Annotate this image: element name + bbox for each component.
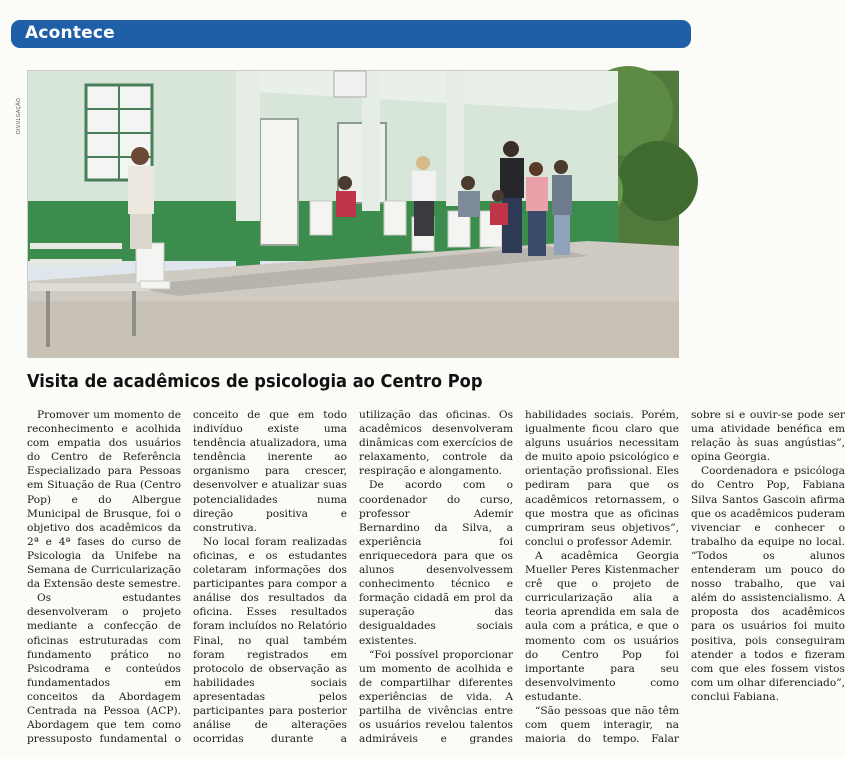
article-photo bbox=[27, 70, 678, 357]
article-paragraph: “Foi possível proporcionar um momento de acolhida e de compartilhar diferentes experiências de vida. A partilha de vivências entre os usuários revelou talentos admiráveis e grandes habilidades sociais. Porém, igualmente ficou claro que alguns usuários necessitam de muito apoio psicológico e orientação profissional. Eles pediram para que os acadêmicos retornassem, o que mostra que as oficinas cumpriram seus objetivos”, conclui o professor Ademir. bbox=[359, 409, 679, 746]
article-paragraph: Coordenadora e psicóloga do Centro Pop, Fabiana Silva Santos Gascoin afirma que os acadêmicos puderam vivenciar e conhecer o trabalho da equipe no local. “Todos os alunos entenderam um pouco do nosso trabalho, que vai além do assistencialismo. A proposta dos acadêmicos para os usuários foi muito positiva, pois conseguiram atender a todos e fizeram com que eles fossem vistos com um olhar diferenciado”, conclui Fabiana. bbox=[691, 465, 845, 703]
article-paragraph: “São pessoas que não têm com quem interagir, na maioria do tempo. Falar sobre si e ouvir-se pode ser uma atividade benéfica em relação às suas angústias”, opina Georgia. bbox=[525, 409, 845, 746]
article-paragraph: Promover um momento de reconhecimento e acolhida com empatia dos usuários do Centro de Referência Especializado para Pessoas em Situação de Rua (Centro Pop) e do Albergue Municipal de Brusque, foi o objetivo dos acadêmicos da 2ª e 4ª fases do curso de Psicologia da Unifebe na Semana de Curricularização da Extensão deste semestre. bbox=[27, 409, 181, 591]
article-paragraph: Os estudantes desenvolveram o projeto mediante a confecção de oficinas estruturadas com fundamento prático no Psicodrama e conteúdos fundamentados em conceitos da Abordagem Centrada na Pessoa (ACP). Abordagem que tem como pressuposto fundamental o conceito de que em todo indivíduo existe uma tendência atualizadora, uma tendência inerente ao organismo para crescer, desenvolver e atualizar suas potencialidades numa direção positiva e construtiva. bbox=[27, 409, 347, 746]
article-paragraph: No local foram realizadas oficinas, e os estudantes coletaram informações dos participantes para compor a análise dos resultados da oficina. Esses resultados foram incluídos no Relatório Final, no qual também foram registrados em protocolo de observação as habilidades sociais apresentadas pelos participantes para posterior análise de alterações ocorridas durante a utilização das oficinas. Os acadêmicos desenvolveram dinâmicas com exercícios de relaxamento, controle da respiração e alongamento. bbox=[193, 409, 513, 746]
section-label: Acontece bbox=[25, 23, 115, 43]
article-body bbox=[27, 408, 845, 750]
article-headline: Visita de acadêmicos de psicologia ao Centro Pop bbox=[27, 372, 483, 392]
section-header-bar bbox=[11, 20, 691, 48]
article-paragraph: De acordo com o coordenador do curso, professor Ademir Bernardino da Silva, a experiência foi enriquecedora para que os alunos desenvolvessem conhecimento técnico e formação cidadã em prol da superação das desigualdades sociais existentes. bbox=[359, 479, 513, 647]
article-paragraph: A acadêmica Georgia Mueller Peres Kistenmacher crê que o projeto de curricularização alia a teoria aprendida em sala de aula com a prática, e que o momento com os usuários do Centro Pop foi importante para seu desenvolvimento como estudante. bbox=[525, 549, 679, 703]
photo-credit: DIVULGAÇÃO bbox=[16, 97, 22, 134]
